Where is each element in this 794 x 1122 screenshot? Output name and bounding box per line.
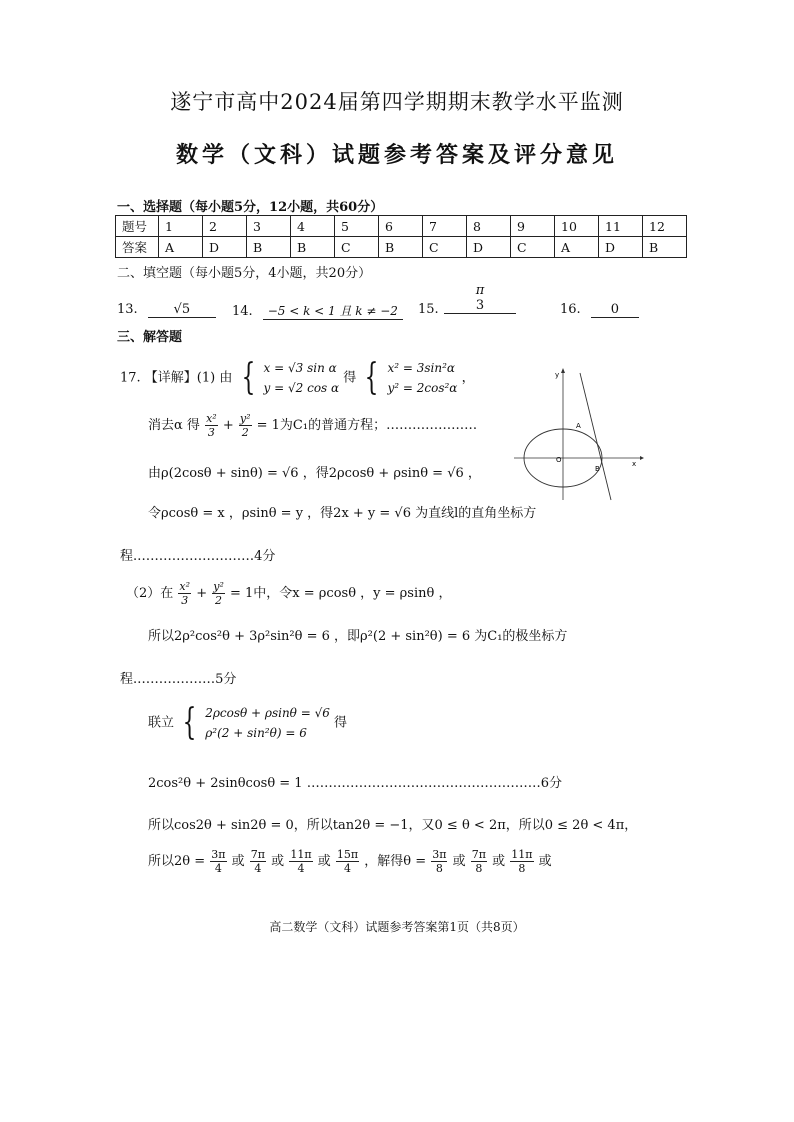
fill-item-15 (418, 302, 439, 317)
fraction: $\frac{11\pi}{8}$ (511, 848, 533, 875)
text: 得 (334, 715, 348, 731)
q17-line11: 所以cos2θ + sin2θ = 0，所以tan2θ = −1，又0 ≤ θ < 2π，所以0 ≤ 2θ < 4π， (148, 818, 638, 833)
text: + (196, 586, 208, 601)
text: （2）在 (126, 586, 174, 601)
text: 或 (271, 854, 285, 869)
section2-heading: 二、填空题（每小题5分，4小题，共20分） (117, 266, 372, 281)
table-cell: D (467, 237, 511, 258)
q17-line1 (120, 358, 475, 398)
equation: 2ρcosθ + ρsinθ = √6 (205, 706, 330, 720)
text: 消去α 得 (148, 418, 200, 433)
y-axis-arrow-icon (561, 368, 565, 373)
table-cell: A (159, 237, 203, 258)
table-cell: 2 (203, 216, 247, 237)
answer-blank: 0 (591, 302, 639, 318)
item-number: 13. (117, 302, 138, 317)
table-cell: 4 (291, 216, 335, 237)
fraction: $\frac{\text{x²}}{3}$ (179, 580, 191, 607)
equation: x² = 3sin²α (387, 361, 456, 375)
fill-item-16 (560, 302, 639, 318)
equation-system-3 (205, 703, 330, 743)
table-cell: 7 (423, 216, 467, 237)
q17-line2 (148, 412, 477, 439)
answer-blank: −5 < k < 1 且 k ≠ −2 (263, 302, 403, 320)
item-number: 16. (560, 302, 581, 317)
equation-system-1 (264, 358, 340, 398)
table-cell: 3 (247, 216, 291, 237)
brace-icon: { (182, 702, 197, 743)
equation: ρ²(2 + sin²θ) = 6 (205, 726, 307, 740)
table-cell: 11 (599, 216, 643, 237)
table-cell: 8 (467, 216, 511, 237)
table-cell: 9 (511, 216, 555, 237)
table-cell: 6 (379, 216, 423, 237)
table-cell: C (423, 237, 467, 258)
answer-denominator: 3 (444, 298, 516, 314)
fraction: $\frac{7\pi}{8}$ (471, 848, 486, 875)
text: = 1为C₁的普通方程；………………… (256, 418, 478, 433)
row-header-label: 题号 (116, 216, 159, 237)
page-subtitle: 数学（文科）试题参考答案及评分意见 (175, 142, 618, 168)
table-cell: B (247, 237, 291, 258)
text: 或 (231, 854, 245, 869)
table-cell: 12 (643, 216, 687, 237)
text: 或 (452, 854, 466, 869)
q17-line5: 程.………………………4分 (120, 549, 276, 564)
row-answer-label: 答案 (116, 237, 159, 258)
q17-line3: 由ρ(2cosθ + sinθ) = √6 ，得2ρcosθ + ρsinθ = √6 ， (148, 466, 481, 481)
answer-blank: √5 (148, 302, 216, 318)
q17-line8: 程.………………5分 (120, 672, 237, 687)
q17-label: 17. 【详解】(1) 由 (120, 370, 233, 386)
equation-system-2 (387, 358, 457, 398)
fill-item-14 (232, 302, 403, 320)
table-cell: 1 (159, 216, 203, 237)
fraction: $\frac{3\pi}{4}$ (211, 848, 226, 875)
item-number: 14. (232, 304, 253, 319)
fraction: $\frac{7\pi}{4}$ (250, 848, 266, 875)
page-footer: 高二数学（文科）试题参考答案第1页（共8页） (269, 920, 525, 934)
text: + (222, 418, 234, 433)
brace-icon: { (365, 357, 379, 398)
text: 或 (317, 854, 331, 869)
q17-line6 (126, 580, 451, 607)
brace-icon: { (241, 357, 255, 398)
fraction: $\frac{3\pi}{8}$ (432, 848, 447, 875)
answer-numerator: π (475, 283, 485, 298)
table-row (116, 216, 687, 237)
table-cell: D (203, 237, 247, 258)
text: ，解得θ = (364, 854, 427, 869)
text: 得 (343, 370, 357, 386)
table-cell: C (511, 237, 555, 258)
section1-heading: 一、选择题（每小题5分，12小题，共60分） (117, 200, 384, 215)
fraction: $\frac{11\pi}{4}$ (290, 848, 312, 875)
equation: x = √3 sin α (263, 361, 337, 375)
fraction: $\frac{15\pi}{4}$ (336, 848, 359, 875)
point-b-label: B (595, 465, 600, 473)
q17-line4: 令ρcosθ = x ，ρsinθ = y ，得2x + y = √6 为直线l的直角坐标方 (148, 506, 537, 521)
fill-item-15-answer (444, 283, 516, 314)
q17-line10: 2cos²θ + 2sinθcosθ = 1 ………………………………………………6分 (148, 776, 562, 791)
q17-line9 (148, 703, 347, 743)
table-cell: B (291, 237, 335, 258)
table-row (116, 237, 687, 258)
text: = 1中，令x = ρcosθ ，y = ρsinθ ， (230, 586, 452, 601)
point-a-label: A (576, 422, 581, 430)
equation: y² = 2cos²α (387, 381, 458, 395)
q17-line12 (148, 848, 552, 875)
item-number: 15. (418, 302, 439, 317)
table-cell: C (335, 237, 379, 258)
x-axis-arrow-icon (640, 456, 644, 460)
fraction: $\frac{\text{y²}}{2}$ (239, 412, 251, 439)
fraction: $\frac{\text{y²}}{2}$ (213, 580, 224, 607)
fill-item-13 (117, 302, 216, 318)
section3-heading: 三、解答题 (117, 330, 183, 345)
answer-table (115, 215, 687, 258)
axis-y-label: y (555, 371, 560, 379)
table-cell: B (643, 237, 687, 258)
text: 联立 (148, 715, 175, 731)
text: 或 (538, 854, 552, 869)
origin-label: O (556, 456, 562, 464)
table-cell: 5 (335, 216, 379, 237)
text: 所以2θ = (148, 854, 206, 869)
line-l (580, 373, 611, 500)
text: ， (461, 370, 475, 386)
q17-line7: 所以2ρ²cos²θ + 3ρ²sin²θ = 6 ，即ρ²(2 + sin²θ) = 6 为C₁的极坐标方 (148, 629, 568, 644)
ellipse-figure (508, 365, 648, 505)
table-cell: 10 (555, 216, 599, 237)
equation: y = √2 cos α (263, 381, 340, 395)
fraction: $\frac{\text{x²}}{3}$ (206, 412, 217, 439)
table-cell: D (599, 237, 643, 258)
table-cell: A (555, 237, 599, 258)
axis-x-label: x (632, 460, 637, 468)
table-cell: B (379, 237, 423, 258)
page-title: 遂宁市高中2024届第四学期期末教学水平监测 (170, 90, 624, 114)
text: 或 (492, 854, 506, 869)
